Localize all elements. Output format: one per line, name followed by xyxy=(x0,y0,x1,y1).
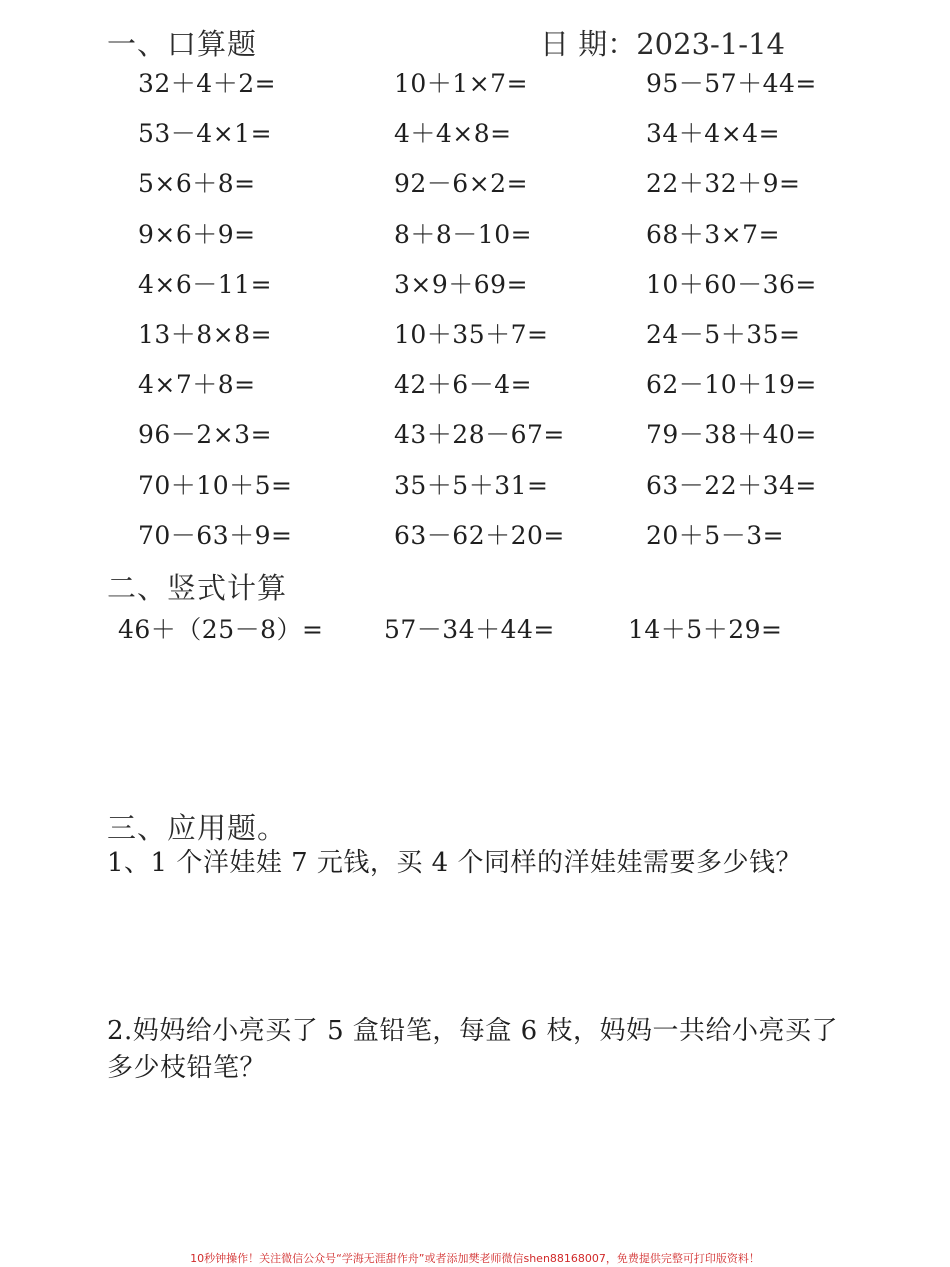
oral-calc-item: 13＋8×8= xyxy=(138,320,273,349)
oral-calc-item: 63－22＋34= xyxy=(646,471,817,500)
oral-calc-item: 70－63＋9= xyxy=(138,521,293,550)
oral-calc-item: 8＋8－10= xyxy=(394,220,533,249)
oral-calc-item: 4×7＋8= xyxy=(138,370,256,399)
oral-calc-item: 68＋3×7= xyxy=(646,220,781,249)
word-problem-2-line-1: 2.妈妈给小亮买了 5 盒铅笔，每盒 6 枝，妈妈一共给小亮买了 xyxy=(107,1016,838,1046)
oral-calc-item: 53－4×1= xyxy=(138,119,273,148)
oral-calc-item: 20＋5－3= xyxy=(646,521,785,550)
oral-calc-item: 34＋4×4= xyxy=(646,119,781,148)
vertical-calc-item: 57－34＋44= xyxy=(384,615,555,644)
oral-calc-item: 5×6＋8= xyxy=(138,169,256,198)
word-problem-1: 1、1 个洋娃娃 7 元钱，买 4 个同样的洋娃娃需要多少钱？ xyxy=(107,848,802,878)
oral-calc-item: 42＋6－4= xyxy=(394,370,533,399)
oral-calc-item: 79－38＋40= xyxy=(646,420,817,449)
oral-calc-item: 10＋60－36= xyxy=(646,270,817,299)
vertical-calc-item: 14＋5＋29= xyxy=(628,615,783,644)
word-problem-2-line-2: 多少枝铅笔？ xyxy=(107,1053,267,1083)
oral-calc-item: 22＋32＋9= xyxy=(646,169,801,198)
oral-calc-item: 63－62＋20= xyxy=(394,521,565,550)
oral-calc-item: 4×6－11= xyxy=(138,270,273,299)
oral-calc-item: 3×9＋69= xyxy=(394,270,529,299)
oral-calc-item: 10＋35＋7= xyxy=(394,320,549,349)
oral-calc-item: 10＋1×7= xyxy=(394,69,529,98)
oral-calc-item: 92－6×2= xyxy=(394,169,529,198)
vertical-calc-item: 46＋（25－8）= xyxy=(118,615,324,644)
date-label: 日 期：2023-1-14 xyxy=(540,27,785,61)
oral-calc-item: 96－2×3= xyxy=(138,420,273,449)
oral-calc-item: 32＋4＋2= xyxy=(138,69,277,98)
section-2-title: 二、竖式计算 xyxy=(107,571,288,605)
oral-calc-item: 43＋28－67= xyxy=(394,420,565,449)
section-1-title: 一、口算题 xyxy=(107,27,258,61)
oral-calc-item: 9×6＋9= xyxy=(138,220,256,249)
footer-note: 10秒钟操作！关注微信公众号“学海无涯甜作舟”或者添加樊老师微信shen88168007，免费提供完整可打印版资料！ xyxy=(190,1252,760,1265)
oral-calc-item: 35＋5＋31= xyxy=(394,471,549,500)
oral-calc-item: 95－57＋44= xyxy=(646,69,817,98)
oral-calc-item: 62－10＋19= xyxy=(646,370,817,399)
section-3-title: 三、应用题。 xyxy=(107,811,288,845)
oral-calc-item: 70＋10＋5= xyxy=(138,471,293,500)
oral-calc-item: 4＋4×8= xyxy=(394,119,512,148)
oral-calc-item: 24－5＋35= xyxy=(646,320,801,349)
